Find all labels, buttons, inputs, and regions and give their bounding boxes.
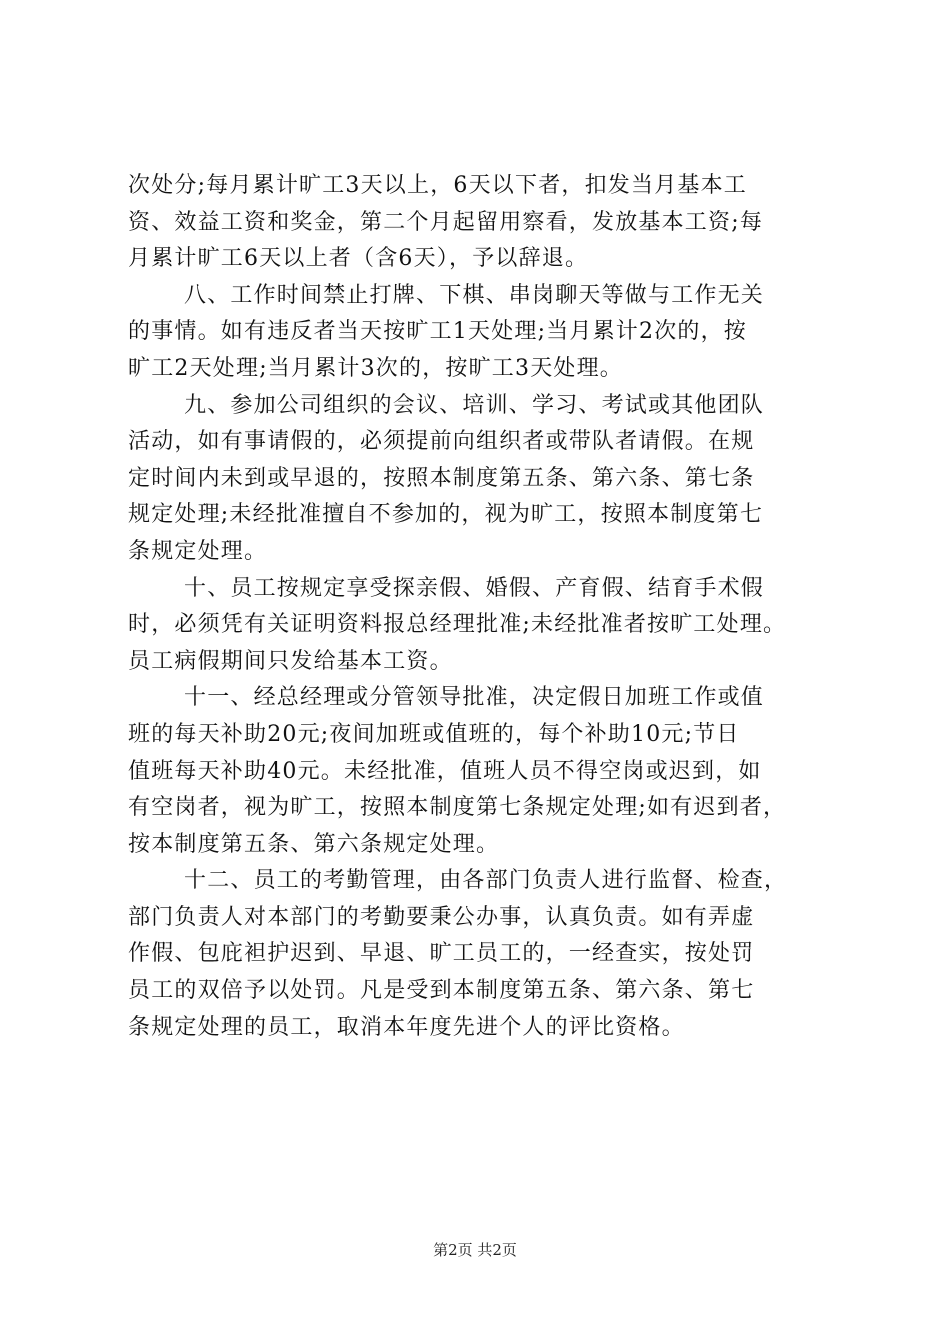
text-line: 班的每天补助20元;夜间加班或值班的，每个补助10元;节日 [128, 721, 740, 747]
text-line: 部门负责人对本部门的考勤要秉公办事，认真负责。如有弄虚 [128, 904, 755, 930]
paragraph-first-line: 十、员工按规定享受探亲假、婚假、产育假、结育手术假 [184, 575, 765, 601]
paragraph-first-line: 十一、经总经理或分管领导批准，决定假日加班工作或值 [184, 685, 765, 711]
text-line: 有空岗者，视为旷工，按照本制度第七条规定处理;如有迟到者， [128, 795, 787, 821]
paragraph-first-line: 八、工作时间禁止打牌、下棋、串岗聊天等做与工作无关 [184, 282, 765, 308]
text-line: 值班每天补助40元。未经批准，值班人员不得空岗或迟到，如 [128, 758, 762, 784]
paragraph-first-line: 九、参加公司组织的会议、培训、学习、考试或其他团队 [184, 392, 765, 418]
text-line: 定时间内未到或早退的，按照本制度第五条、第六条、第七条 [128, 465, 755, 491]
text-line: 作假、包庇袒护迟到、早退、旷工员工的，一经查实，按处罚 [128, 941, 755, 967]
text-line: 旷工2天处理;当月累计3次的，按旷工3天处理。 [128, 355, 624, 381]
text-line: 员工的双倍予以处罚。凡是受到本制度第五条、第六条、第七 [128, 978, 755, 1004]
text-line: 时，必须凭有关证明资料报总经理批准;未经批准者按旷工处理。 [128, 612, 787, 638]
text-line: 资、效益工资和奖金，第二个月起留用察看，发放基本工资;每 [128, 209, 764, 235]
text-line: 月累计旷工6天以上者（含6天），予以辞退。 [128, 246, 589, 272]
paragraph-first-line: 十二、员工的考勤管理，由各部门负责人进行监督、检查， [184, 868, 788, 894]
text-line: 按本制度第五条、第六条规定处理。 [128, 831, 500, 857]
text-line: 活动，如有事请假的，必须提前向组织者或带队者请假。在规 [128, 429, 755, 455]
text-line: 次处分;每月累计旷工3天以上，6天以下者，扣发当月基本工 [128, 173, 748, 198]
text-line: 规定处理;未经批准擅自不参加的，视为旷工，按照本制度第七 [128, 502, 764, 528]
text-line: 条规定处理的员工，取消本年度先进个人的评比资格。 [128, 1014, 685, 1040]
text-line: 的事情。如有违反者当天按旷工1天处理;当月累计2次的，按 [128, 319, 748, 345]
text-line: 员工病假期间只发给基本工资。 [128, 648, 453, 674]
body-text [128, 168, 834, 1046]
page-number-footer: 第2页 共2页 [433, 1241, 517, 1259]
text-line: 条规定处理。 [128, 538, 268, 564]
